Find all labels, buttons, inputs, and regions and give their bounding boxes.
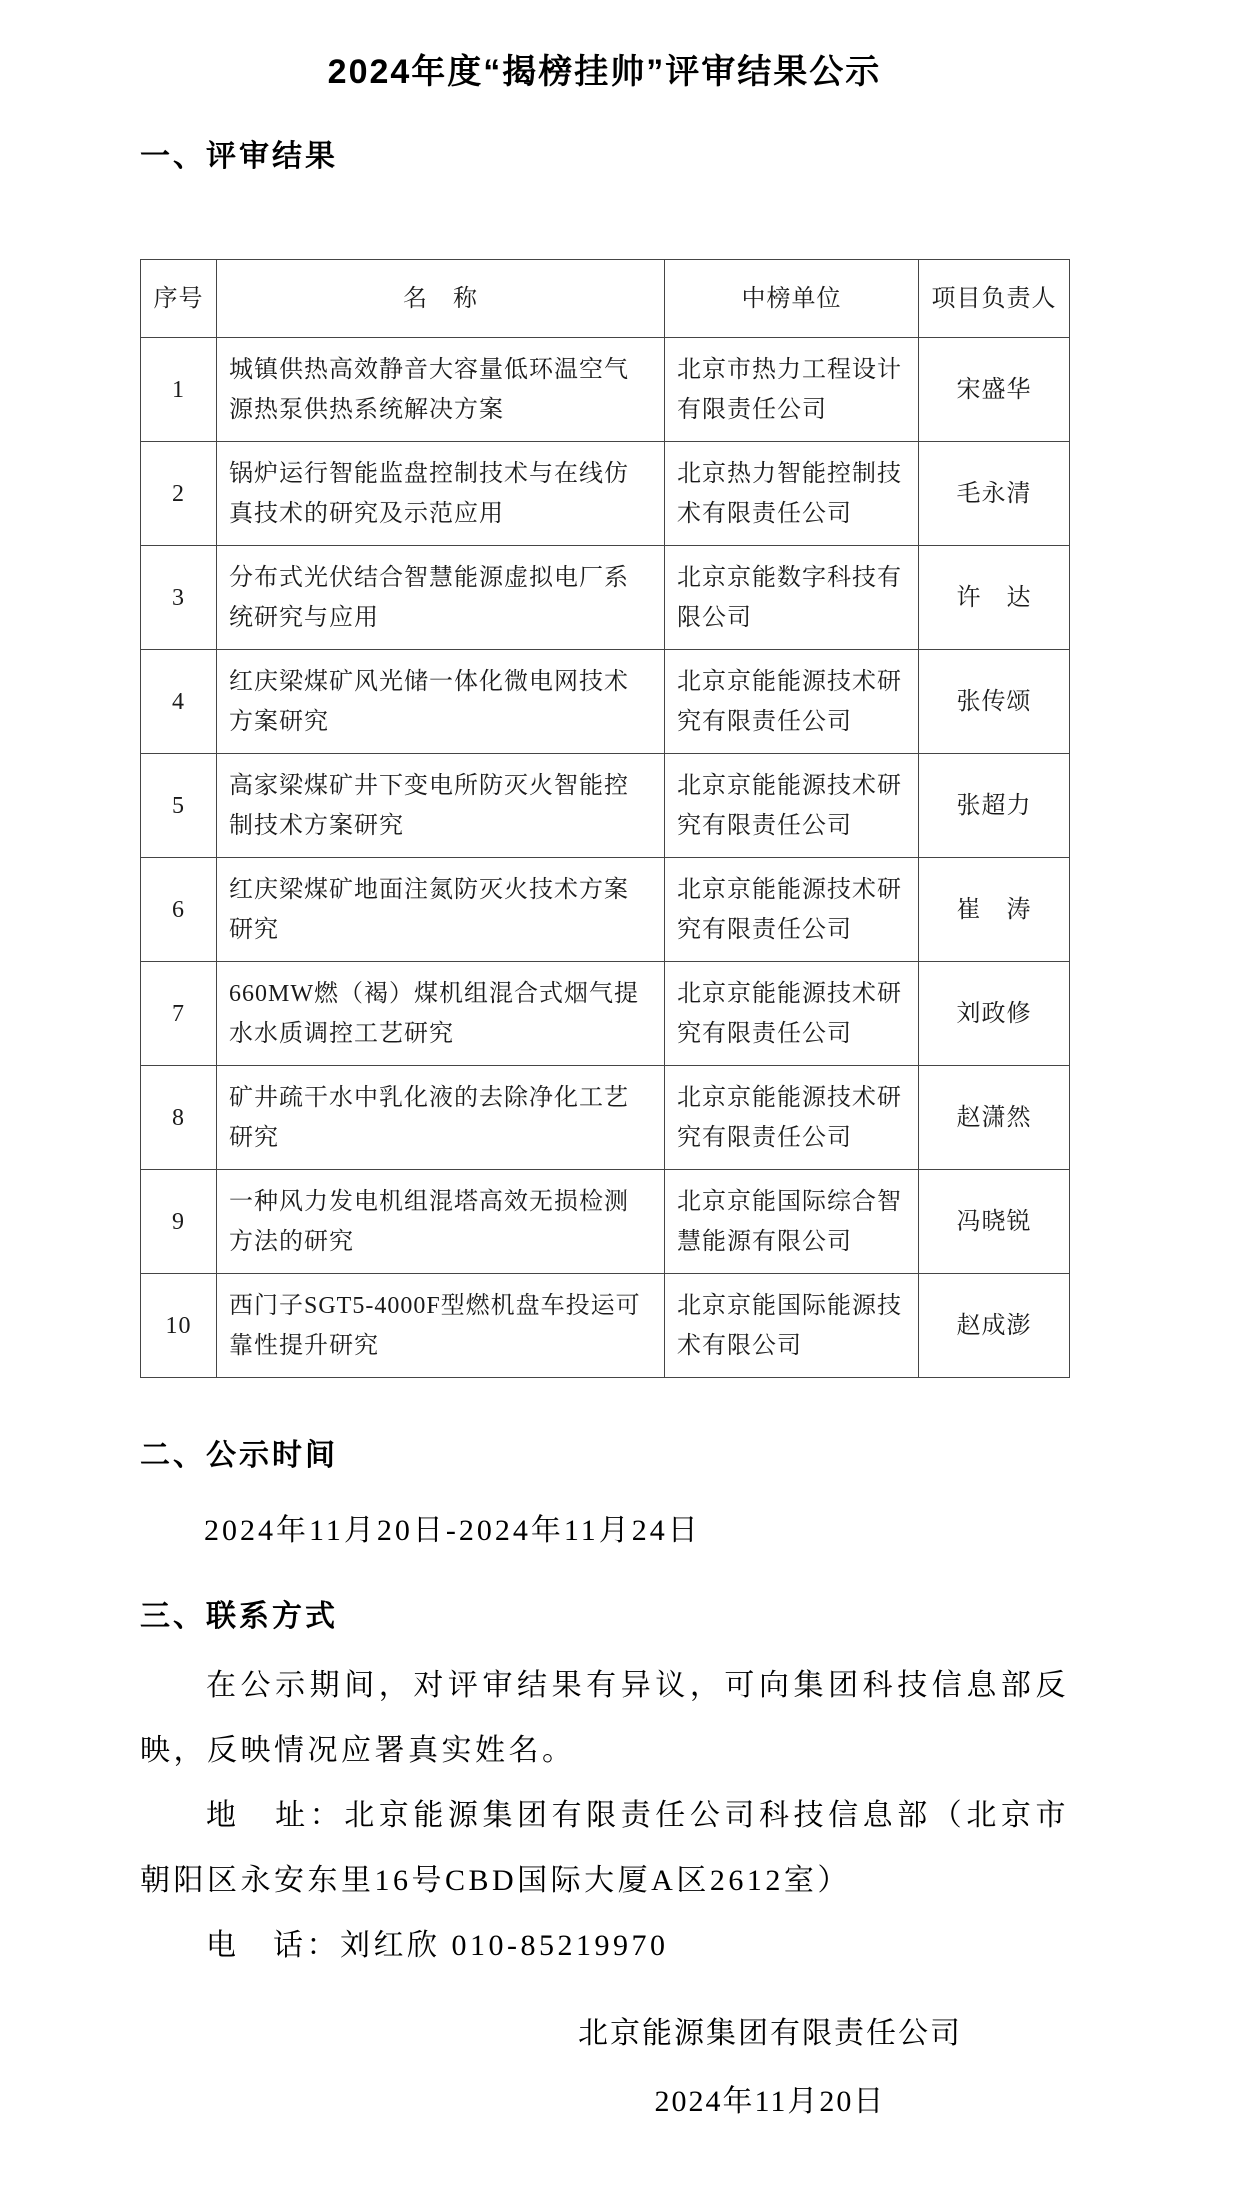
header-cell-seq: 序号	[141, 260, 217, 338]
cell-leader: 许 达	[919, 546, 1070, 650]
header-cell-leader: 项目负责人	[919, 260, 1070, 338]
header-cell-unit: 中榜单位	[665, 260, 919, 338]
cell-leader: 崔 涛	[919, 858, 1070, 962]
cell-unit: 北京京能国际能源技术有限公司	[665, 1274, 919, 1378]
signature-date: 2024年11月20日	[654, 2085, 886, 2118]
cell-seq: 6	[141, 858, 217, 962]
cell-seq: 3	[141, 546, 217, 650]
cell-seq: 2	[141, 442, 217, 546]
cell-name: 660MW燃（褐）煤机组混合式烟气提水水质调控工艺研究	[217, 962, 665, 1066]
table-row	[141, 338, 1070, 442]
cell-name: 一种风力发电机组混塔高效无损检测方法的研究	[217, 1170, 665, 1274]
cell-seq: 8	[141, 1066, 217, 1170]
cell-leader: 宋盛华	[919, 338, 1070, 442]
table-row	[141, 1066, 1070, 1170]
cell-seq: 5	[141, 754, 217, 858]
cell-unit: 北京京能能源技术研究有限责任公司	[665, 1066, 919, 1170]
results-table	[140, 259, 1070, 1378]
cell-name: 高家梁煤矿井下变电所防灭火智能控制技术方案研究	[217, 754, 665, 858]
signature-company: 北京能源集团有限责任公司	[578, 2017, 962, 2050]
table-row	[141, 754, 1070, 858]
table-row	[141, 1274, 1070, 1378]
table-row	[141, 442, 1070, 546]
cell-leader: 赵成澎	[919, 1274, 1070, 1378]
cell-name: 分布式光伏结合智慧能源虚拟电厂系统研究与应用	[217, 546, 665, 650]
results-table-body	[141, 338, 1070, 1378]
cell-seq: 1	[141, 338, 217, 442]
cell-name: 锅炉运行智能监盘控制技术与在线仿真技术的研究及示范应用	[217, 442, 665, 546]
cell-unit: 北京京能能源技术研究有限责任公司	[665, 754, 919, 858]
cell-unit: 北京京能能源技术研究有限责任公司	[665, 650, 919, 754]
cell-unit: 北京京能能源技术研究有限责任公司	[665, 962, 919, 1066]
cell-leader: 刘政修	[919, 962, 1070, 1066]
section-heading-review-results: 一、评审结果	[140, 140, 338, 173]
contact-address: 地 址：北京能源集团有限责任公司科技信息部（北京市朝阳区永安东里16号CBD国际大厦A区2612室）	[140, 1799, 1069, 1897]
cell-seq: 9	[141, 1170, 217, 1274]
cell-unit: 北京热力智能控制技术有限责任公司	[665, 442, 919, 546]
cell-unit: 北京市热力工程设计有限责任公司	[665, 338, 919, 442]
cell-leader: 张传颂	[919, 650, 1070, 754]
cell-seq: 4	[141, 650, 217, 754]
cell-name: 红庆梁煤矿风光储一体化微电网技术方案研究	[217, 650, 665, 754]
cell-leader: 张超力	[919, 754, 1070, 858]
header-cell-name: 名 称	[217, 260, 665, 338]
cell-unit: 北京京能国际综合智慧能源有限公司	[665, 1170, 919, 1274]
cell-name: 红庆梁煤矿地面注氮防灭火技术方案研究	[217, 858, 665, 962]
contact-block	[140, 1653, 1069, 1978]
cell-name: 矿井疏干水中乳化液的去除净化工艺研究	[217, 1066, 665, 1170]
cell-seq: 7	[141, 962, 217, 1066]
cell-name: 城镇供热高效静音大容量低环温空气源热泵供热系统解决方案	[217, 338, 665, 442]
contact-paragraph: 在公示期间，对评审结果有异议，可向集团科技信息部反映，反映情况应署真实姓名。	[140, 1669, 1069, 1767]
section-heading-contact: 三、联系方式	[140, 1600, 338, 1633]
cell-unit: 北京京能能源技术研究有限责任公司	[665, 858, 919, 962]
cell-leader: 赵潇然	[919, 1066, 1070, 1170]
table-row	[141, 546, 1070, 650]
page-title: 2024年度“揭榜挂帅”评审结果公示	[327, 53, 882, 91]
cell-seq: 10	[141, 1274, 217, 1378]
document-content	[140, 0, 1069, 2136]
cell-leader: 毛永清	[919, 442, 1070, 546]
cell-leader: 冯晓锐	[919, 1170, 1070, 1274]
cell-name: 西门子SGT5-4000F型燃机盘车投运可靠性提升研究	[217, 1274, 665, 1378]
table-header-row	[141, 260, 1070, 338]
section-heading-publicity-period: 二、公示时间	[140, 1439, 338, 1472]
table-row	[141, 650, 1070, 754]
table-row	[141, 1170, 1070, 1274]
table-row	[141, 858, 1070, 962]
signature-block	[470, 2000, 1070, 2136]
table-row	[141, 962, 1070, 1066]
publicity-period-text: 2024年11月20日-2024年11月24日	[204, 1514, 701, 1547]
cell-unit: 北京京能数字科技有限公司	[665, 546, 919, 650]
contact-phone: 电 话：刘红欣 010-85219970	[206, 1929, 669, 1962]
